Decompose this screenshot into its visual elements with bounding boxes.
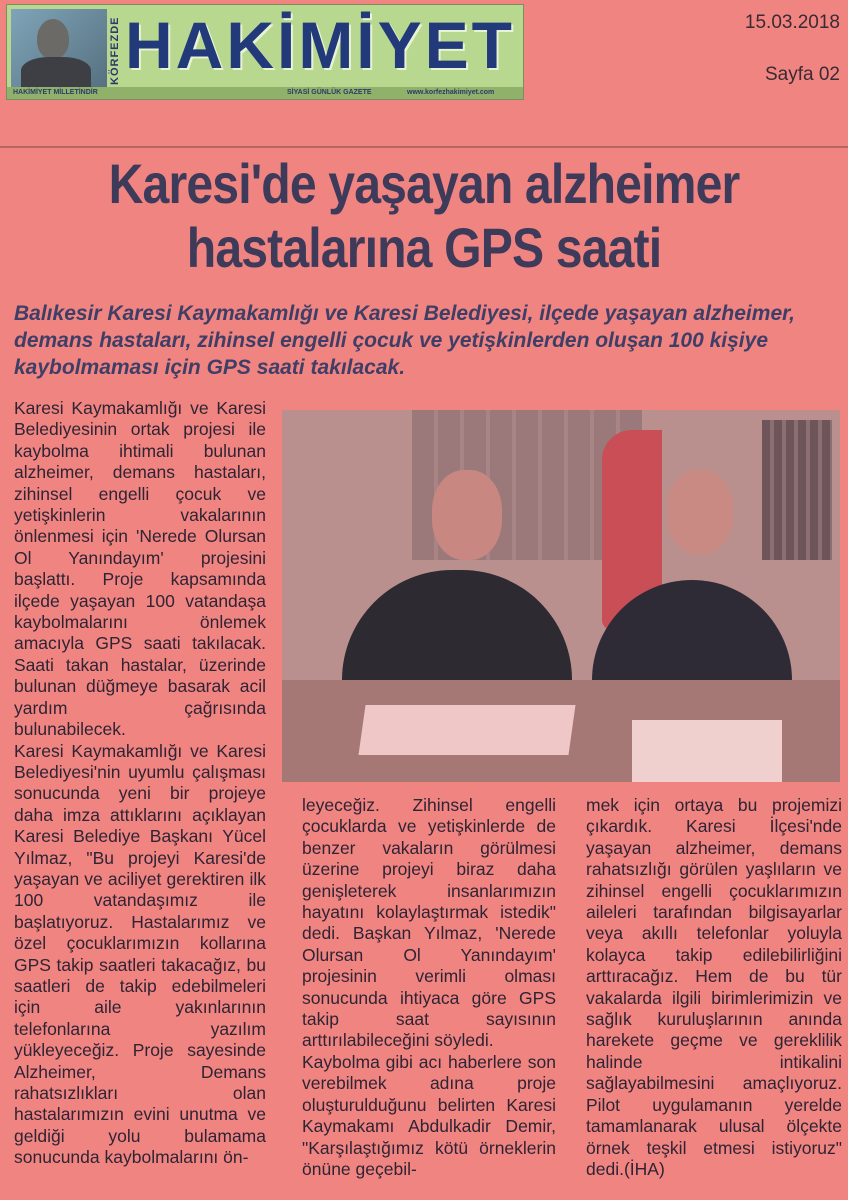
header-divider bbox=[0, 146, 848, 148]
article-photo bbox=[282, 410, 840, 782]
article-column-1: Karesi Kaymakamlığı ve Karesi Belediyesinin ortak projesi ile kaybolma ihtimali bulunan alzheimer, demans hastaları, zihinsel engelli çocuk ve yetişkinlerin vakalarının önlenmesi için 'Nerede Olursan Ol Yanındayım' projesini başlattı. Proje kapsamında ilçede yaşayan 100 vatandaşa kaybolmalarını önlemek amacıyla GPS saati takılacak. Saati takan hastalar, üzerinde bulunan düğmeye basarak acil yardım çağrısında bulunabilecek. Karesi Kaymakamlığı ve Karesi Belediyesi'nin uyumlu çalışması sonucunda yeni bir projeye daha imza attıklarını açıklayan Karesi Belediye Başkanı Yücel Yılmaz, "Bu projeyi Karesi'de yaşayan ve aciliyet gerektiren ilk 100 vatandaşımız ile başlatıyoruz. Hastalarımız ve özel çocuklarımızın kollarına GPS takip saatleri takacağız, bu saatleri de takip edebilmeleri için aile yakınlarının telefonlarına yazılım yükleyeceğiz. Proje sayesinde Alzheimer, Demans rahatsızlıkları olan hastalarımızın evini unutma ve geldiği yolu bulamama sonucunda kaybolmalarını ön- bbox=[14, 398, 266, 1168]
person-right-head bbox=[667, 470, 733, 554]
article-column-2: leyeceğiz. Zihinsel engelli çocuklarda ve yetişkinlerde de benzer vakaların görülmesi üzerine projeyi biraz daha genişleterek insanlarımızın hayatını kolaylaştırmak istedik" dedi. Başkan Yılmaz, 'Nerede Olursan Ol Yanındayım' projesinin verimli olması sonucunda ihtiyaca göre GPS takip saat sayısının arttırılabileceğini söyledi. Kaybolma gibi acı haberlere son verebilmek adına proje oluşturulduğunu belirten Karesi Kaymakamı Abdulkadir Demir, "Karşılaştığımız kötü örneklerin önüne geçebil- bbox=[302, 795, 556, 1179]
article-deck: Balıkesir Karesi Kaymakamlığı ve Karesi Belediyesi, ilçede yaşayan alzheimer, demans hastaları, zihinsel engelli çocuk ve yetişkinlerden oluşan 100 kişiye kaybolmaması için GPS saati takılacak. bbox=[14, 302, 795, 379]
masthead-slogan: HAKİMİYET MİLLETİNDİR bbox=[13, 89, 98, 96]
masthead-url: www.korfezhakimiyet.com bbox=[407, 89, 495, 96]
document-right-shape bbox=[632, 720, 782, 782]
bookshelf-right-shape bbox=[762, 420, 832, 560]
article-column-3: mek için ortaya bu projemizi çıkardık. Karesi İlçesi'nde yaşayan alzheimer, demans rahatsızlığı görülen yaşlıların ve zihinsel engelli çocuklarımızın aileleri tarafından bilgisayarlar veya akıllı telefonlar yoluyla kolayca takip edilebilirliğini arttıracağız. Hem de bu tür vakalarda ilgili birimlerimizin ve sağlık kuruluşlarının anında harekete geçme ve gereklilik halinde intikalini sağlayabilmesini amaçlıyoruz. Pilot uygulamanın yerelde tamamlanarak ulusal ölçekte örnek teşkil etmesi istiyoruz" dedi.(İHA) bbox=[586, 795, 842, 1179]
document-shape bbox=[358, 705, 575, 755]
portrait-body bbox=[21, 57, 91, 91]
portrait-head bbox=[37, 19, 69, 59]
masthead-side-label: KÖRFEZDE bbox=[109, 16, 121, 86]
ataturk-portrait-icon bbox=[11, 9, 107, 91]
masthead bbox=[6, 4, 524, 100]
issue-date: 15.03.2018 bbox=[744, 12, 840, 33]
newspaper-logo: HAKİMİYET bbox=[125, 8, 515, 82]
masthead-tagline: SİYASİ GÜNLÜK GAZETE bbox=[287, 89, 372, 96]
page-number: Sayfa 02 bbox=[765, 64, 840, 85]
person-left-head bbox=[432, 470, 502, 560]
masthead-strip bbox=[7, 87, 523, 99]
article-headline: Karesi'de yaşayan alzheimer hastalarına GPS saati bbox=[108, 152, 740, 279]
